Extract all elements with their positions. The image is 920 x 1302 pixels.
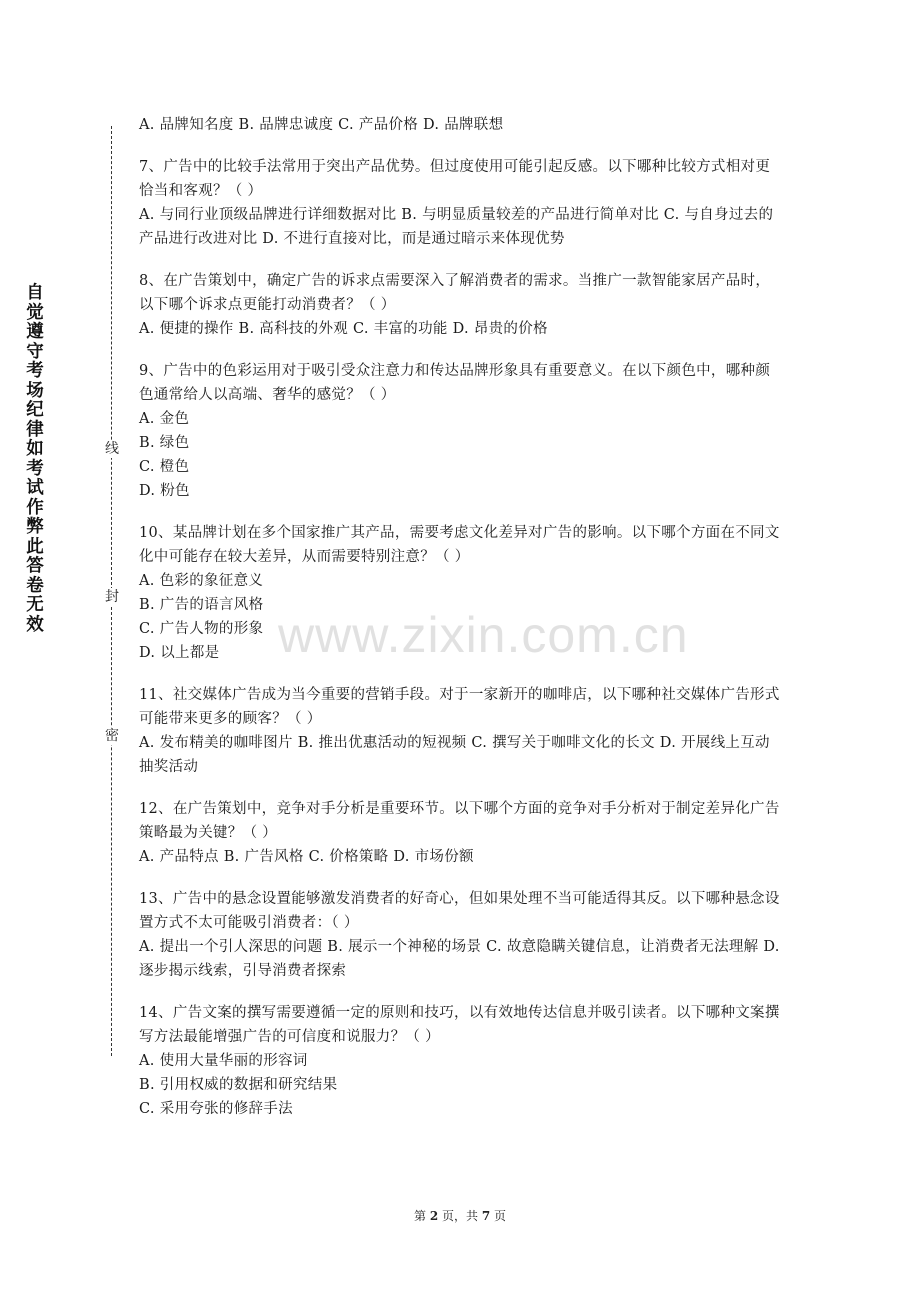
option-line: A. 品牌知名度 B. 品牌忠诚度 C. 产品价格 D. 品牌联想 <box>139 117 504 133</box>
footer-mid: 页，共 <box>438 1209 482 1223</box>
question-item <box>139 113 784 137</box>
seal-char-feng: 封 <box>105 589 119 605</box>
question-item <box>139 797 784 869</box>
question-item <box>139 887 784 983</box>
seal-char-mi: 密 <box>105 728 119 744</box>
question-stem: 12、在广告策划中，竞争对手分析是重要环节。以下哪个方面的竞争对手分析对于制定差异化广告策略最为关键？（ ） <box>139 801 780 841</box>
option-line: A. 使用大量华丽的形容词 <box>139 1053 308 1069</box>
option-line: D. 粉色 <box>139 483 190 499</box>
total-page-count: 7 <box>481 1209 491 1223</box>
question-item <box>139 1001 784 1121</box>
option-line: C. 广告人物的形象 <box>139 621 264 637</box>
question-stem: 11、社交媒体广告成为当今重要的营销手段。对于一家新开的咖啡店，以下哪种社交媒体广告形式可能带来更多的顾客？（ ） <box>139 687 780 727</box>
option-line: B. 广告的语言风格 <box>139 597 264 613</box>
option-line: D. 以上都是 <box>139 645 220 661</box>
option-line: A. 提出一个引人深思的问题 B. 展示一个神秘的场景 C. 故意隐瞒关键信息，让消费者无法理解 D. 逐步揭示线索，引导消费者探索 <box>139 939 780 979</box>
footer-prefix: 第 <box>413 1209 430 1223</box>
question-stem: 10、某品牌计划在多个国家推广其产品，需要考虑文化差异对广告的影响。以下哪个方面在不同文化中可能存在较大差异，从而需要特别注意？（ ） <box>139 525 780 565</box>
site-watermark: www.zixin.com.cn <box>278 607 689 663</box>
question-item <box>139 359 784 503</box>
exam-discipline-warning: 自觉遵守考场纪律如考试作弊此答卷无效 <box>26 283 44 635</box>
option-line: C. 采用夸张的修辞手法 <box>139 1101 293 1117</box>
question-item <box>139 521 784 665</box>
question-stem: 7、广告中的比较手法常用于突出产品优势。但过度使用可能引起反感。以下哪种比较方式相对更恰当和客观？（ ） <box>139 159 771 199</box>
question-stem: 9、广告中的色彩运用对于吸引受众注意力和传达品牌形象具有重要意义。在以下颜色中，哪种颜色通常给人以高端、奢华的感觉？（ ） <box>139 363 771 403</box>
option-line: B. 引用权威的数据和研究结果 <box>139 1077 338 1093</box>
option-line: B. 绿色 <box>139 435 190 451</box>
question-stem: 14、广告文案的撰写需要遵循一定的原则和技巧，以有效地传达信息并吸引读者。以下哪种文案撰写方法最能增强广告的可信度和说服力？（ ） <box>139 1005 780 1045</box>
seal-char-xian: 线 <box>105 441 119 457</box>
option-line: A. 金色 <box>139 411 190 427</box>
question-stem: 8、在广告策划中，确定广告的诉求点需要深入了解消费者的需求。当推广一款智能家居产品时，以下哪个诉求点更能打动消费者？（ ） <box>139 273 771 313</box>
footer-suffix: 页 <box>490 1209 506 1223</box>
option-line: A. 色彩的象征意义 <box>139 573 264 589</box>
question-stem: 13、广告中的悬念设置能够激发消费者的好奇心，但如果处理不当可能适得其反。以下哪种悬念设置方式不太可能吸引消费者：（ ） <box>139 891 780 931</box>
question-item <box>139 683 784 779</box>
page-footer <box>0 1207 920 1224</box>
current-page-number: 2 <box>429 1209 439 1223</box>
question-item <box>139 269 784 341</box>
option-line: A. 便捷的操作 B. 高科技的外观 C. 丰富的功能 D. 昂贵的价格 <box>139 321 548 337</box>
option-line: C. 橙色 <box>139 459 190 475</box>
question-list <box>139 113 784 1139</box>
option-line: A. 发布精美的咖啡图片 B. 推出优惠活动的短视频 C. 撰写关于咖啡文化的长文 D. 开展线上互动抽奖活动 <box>139 735 770 775</box>
option-line: A. 产品特点 B. 广告风格 C. 价格策略 D. 市场份额 <box>139 849 474 865</box>
question-item <box>139 155 784 251</box>
option-line: A. 与同行业顶级品牌进行详细数据对比 B. 与明显质量较差的产品进行简单对比 C. 与自身过去的产品进行改进对比 D. 不进行直接对比，而是通过暗示来体现优势 <box>139 207 774 247</box>
